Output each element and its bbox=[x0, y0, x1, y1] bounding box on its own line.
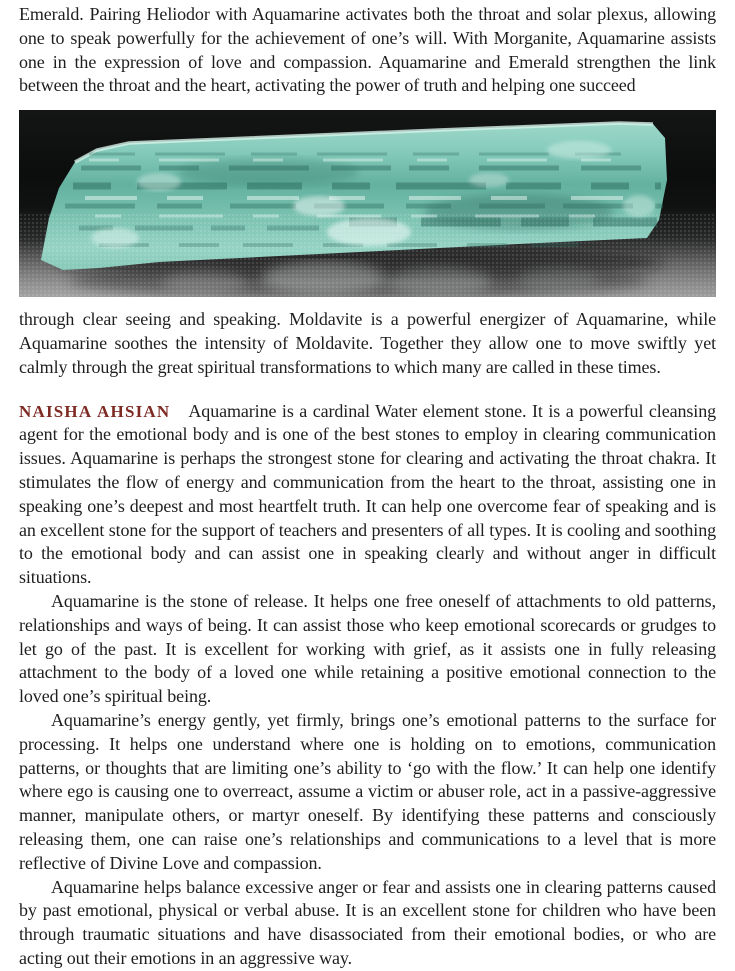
section-paragraph: Aquamarine’s energy gently, yet firmly, brings one’s emotional patterns to the surface for processing. It helps one understand where one is holding on to emotions, communication patterns, or thoughts that are limiting one’s ability to ‘go with the flow.’ It can help one identify where ego is causing one to overreact, assume a victim or abuser role, act in a passive-aggressive manner, manipulate others, or martyr oneself. By identifying these patterns and consciously releasing them, one can raise one’s relationships and communications to a level that is more reflective of Divine Love and compassion. bbox=[19, 709, 716, 873]
section-paragraph bbox=[19, 400, 716, 590]
section-paragraph: Aquamarine helps balance excessive anger or fear and assists one in clearing patterns caused by past emotional, physical or verbal abuse. It is an excellent stone for children who have been through traumatic situations and have disassociated from their emotional bodies, or who are acting out their emotions in an aggressive way. bbox=[19, 876, 716, 968]
section-paragraph-text: Aquamarine is a cardinal Water element stone. It is a powerful cleansing agent for the emotional body and is one of the best stones to employ in clearing communication issues. Aquamarine is perhaps the strongest stone for clearing and activating the throat chakra. It stimulates the flow of energy and communication from the heart to the throat, assisting one in speaking one’s deepest and most heartfelt truth. It can help one overcome fear of speaking and is an excellent stone for the support of teachers and presenters of all types. It is cooling and soothing to the emotional body and can assist one in speaking clearly and without anger in difficult situations. bbox=[19, 400, 716, 588]
paragraph-top-continuation: Emerald. Pairing Heliodor with Aquamarine activates both the throat and solar plexus, allowing one to speak powerfully for the achievement of one’s will. With Morganite, Aquamarine assists one in the expression of love and compassion. Aquamarine and Emerald strengthen the link between the throat and the heart, activating the power of truth and helping one succeed bbox=[19, 4, 716, 96]
author-heading: NAISHA AHSIAN bbox=[19, 401, 171, 421]
crystal-illustration bbox=[19, 110, 716, 297]
paragraph-after-photo: through clear seeing and speaking. Moldavite is a powerful energizer of Aquamarine, while Aquamarine soothes the intensity of Moldavite. Together they allow one to move swiftly yet calmly through the great spiritual transformations to which many are called in these times. bbox=[19, 309, 716, 377]
section-paragraph: Aquamarine is the stone of release. It helps one free oneself of attachments to old patterns, relationships and ways of being. It can assist those who keep emotional scorecards or grudges to let go of the past. It is excellent for working with grief, as it assists one in fully releasing attachment to the body of a loved one while retaining a positive emotional connection to the loved one’s spiritual being. bbox=[19, 590, 716, 707]
aquamarine-crystal-photo bbox=[19, 110, 716, 297]
